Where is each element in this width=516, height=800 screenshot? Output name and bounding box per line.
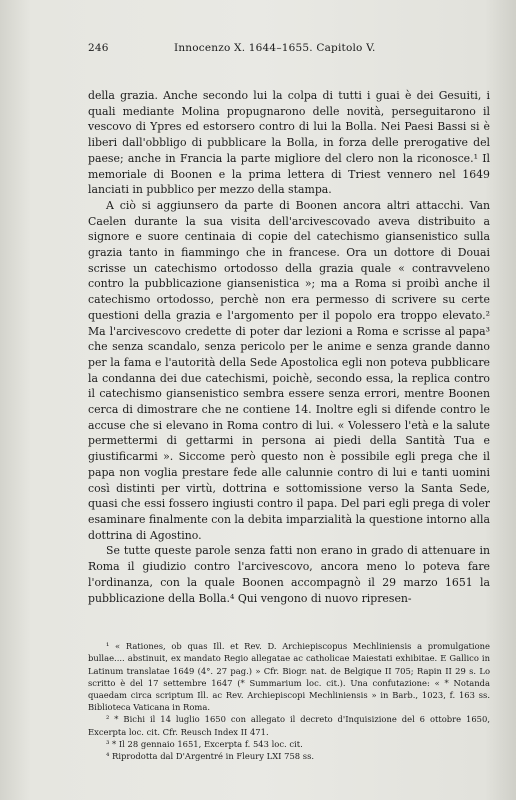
footnote: ¹ « Rationes, ob quas Ill. et Rev. D. Archiepiscopus Mechliniensis a promulgatione bullae.... abstinuit, ex mandato Regio allegatae ac catholicae Maiestati exhibitae. E Gallico in Latinum translatae 1649 (4°. 27 pag.) » Cfr. Biogr. nat. de Belgique II 705; Rapin II 29 s. Lo scritto è del 17 settembre 1647 (* Summarium loc. cit.). Una confutazione: « * Notanda quaedam circa scriptum Ill. ac Rev. Archiepiscopi Mechliniensis » in Barb., 1023, f. 163 ss. Biblioteca Vaticana in Roma. (88, 641, 490, 713)
running-title: Innocenzo X. 1644–1655. Capitolo V. (174, 42, 376, 54)
paragraph: della grazia. Anche secondo lui la colpa di tutti i guai è dei Gesuiti, i quali mediante Molina propugnarono delle novità, perseguitarono il vescovo di Ypres ed estorsero contro di lui la Bolla. Nei Paesi Bassi si è liberi dall'obbligo di pubblicare la Bolla, in forza delle prerogative del paese; anche in Francia la parte migliore del clero non la riconosce.¹ Il memoriale di Boonen e la prima lettera di Triest vennero nel 1649 lanciati in pubblico per mezzo della stampa. (88, 89, 490, 197)
page-number: 246 (88, 42, 109, 54)
body-text (88, 88, 490, 606)
footnote: ⁴ Riprodotta dal D'Argentré in Fleury LXI 758 ss. (106, 751, 315, 762)
paragraph: A ciò si aggiunsero da parte di Boonen ancora altri attacchi. Van Caelen durante la sua visita dell'arcivescovado aveva distribuito a signore e suore centinaia di copie del catechismo giansenistico sulla grazia tanto in fiammingo che in francese. Ora un dottore di Douai scrisse un catechismo ortodosso della grazia quale « contravveleno contro la pubblicazione giansenistica »; ma a Roma si proibì anche il catechismo ortodosso, perchè non era permesso di scrivere su certe questioni della grazia e l'argomento per il popolo era troppo elevato.² Ma l'arcivescovo credette di poter dar lezioni a Roma e scrisse al papa³ che senza scandalo, senza pericolo per le anime e senza grande danno per la fama e l'autorità della Sede Apostolica egli non poteva pubblicare la condanna dei due catechismi, poichè, secondo essa, la replica contro il catechismo giansenistico sembra essere senza errori, mentre Boonen cerca di dimostrare che ne contiene 14. Inoltre egli si difende contro le accuse che si elevano in Roma contro di lui. « Volessero l'età e la salute permettermi di gettarmi in persona ai piedi della Santità Tua e giustificarmi ». Siccome però questo non è possibile egli prega che il papa non voglia prestare fede alle calunnie contro di lui e tanti uomini così distinti per virtù, dottrina e sottomissione verso la Santa Sede, quasi che essi fossero ingiusti contro il papa. Del pari egli prega di voler esaminare finalmente con la debita imparzialità la questione intorno alla dottrina di Agostino. (88, 198, 490, 542)
footnotes (88, 640, 490, 762)
paragraph: Se tutte queste parole senza fatti non erano in grado di attenuare in Roma il giudizio contro l'arcivescovo, ancora meno lo poteva fare l'ordinanza, con la quale Boonen accompagnò il 29 marzo 1651 la pubblicazione della Bolla.⁴ Qui vengono di nuovo ripresen- (88, 544, 490, 605)
footnote: ³ * Il 28 gennaio 1651, Excerpta f. 543 loc. cit. (106, 738, 303, 749)
running-head (88, 42, 490, 62)
footnote: ² * Bichi il 14 luglio 1650 con allegato il decreto d'Inquisizione del 6 ottobre 1650, Excerpta loc. cit. Cfr. Reusch Index II 471. (88, 714, 490, 737)
